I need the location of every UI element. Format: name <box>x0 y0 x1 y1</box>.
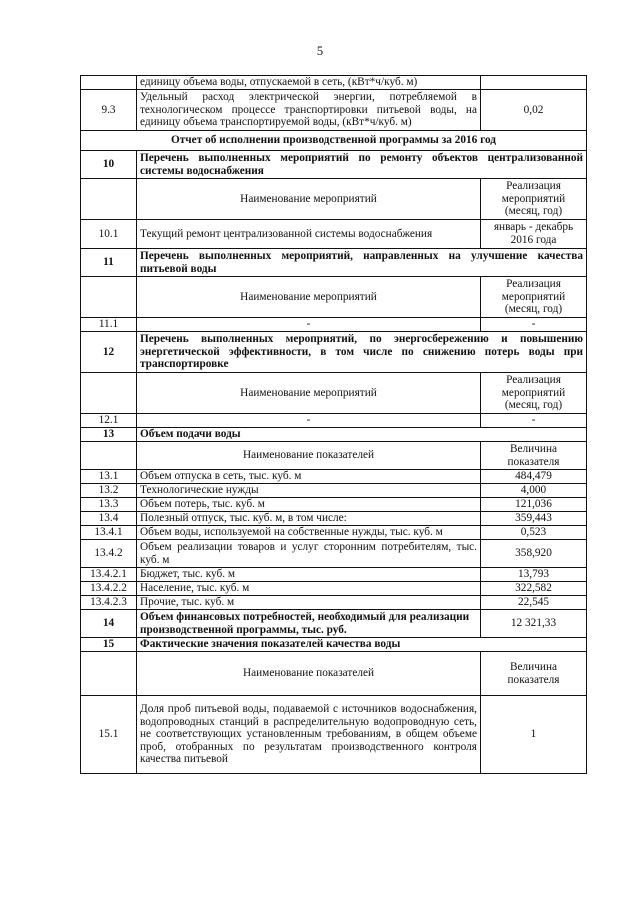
section-title: Перечень выполненных мероприятий, по энергосбережению и повышению энергетической эффективности, в том числе по снижению потерь воды при транспортировке <box>137 332 587 373</box>
row-text: Технологические нужды <box>137 484 481 498</box>
row-value: январь - декабрь 2016 года <box>481 220 587 249</box>
row-text: единицу объема воды, отпускаемой в сеть, (кВт*ч/куб. м) <box>137 76 481 90</box>
report-title: Отчет об исполнении производственной программы за 2016 год <box>81 131 587 151</box>
table-row <box>81 90 587 131</box>
table-row <box>81 484 587 498</box>
table-row <box>81 526 587 540</box>
row-text: Бюджет, тыс. куб. м <box>137 568 481 582</box>
section-row <box>81 332 587 373</box>
row-number: 11.1 <box>81 318 137 332</box>
table-row <box>81 220 587 249</box>
row-number: 13.4.2.1 <box>81 568 137 582</box>
row-value: 4,000 <box>481 484 587 498</box>
table-row <box>81 596 587 610</box>
row-value: 121,036 <box>481 498 587 512</box>
row-text: Объем отпуска в сеть, тыс. куб. м <box>137 470 481 484</box>
row-number: 13.4.2 <box>81 540 137 568</box>
row-value: 0,02 <box>481 90 587 131</box>
row-number: 13.4.1 <box>81 526 137 540</box>
table-row <box>81 696 587 774</box>
row-text: Полезный отпуск, тыс. куб. м, в том числе: <box>137 512 481 526</box>
section-row <box>81 638 587 652</box>
section-number: 10 <box>81 151 137 179</box>
row-text: Объем реализации товаров и услуг сторонним потребителям, тыс. куб. м <box>137 540 481 568</box>
section-number: 13 <box>81 428 137 442</box>
row-number: 9.3 <box>81 90 137 131</box>
page-number: 5 <box>316 44 324 58</box>
row-value: 359,443 <box>481 512 587 526</box>
header-name: Наименование показателей <box>137 442 481 470</box>
header-value: Реализация мероприятий (месяц, год) <box>481 373 587 414</box>
row-value: 484,479 <box>481 470 587 484</box>
header-row <box>81 373 587 414</box>
row-number: 13.4.2.2 <box>81 582 137 596</box>
table-row <box>81 498 587 512</box>
table-row <box>81 512 587 526</box>
row-text: Объем потерь, тыс. куб. м <box>137 498 481 512</box>
section-row <box>81 249 587 277</box>
row-number: 13.4.2.3 <box>81 596 137 610</box>
table-row <box>81 568 587 582</box>
section-number: 11 <box>81 249 137 277</box>
row-value: 1 <box>481 696 587 774</box>
table-row <box>81 582 587 596</box>
row-text: Удельный расход электрической энергии, потребляемой в технологическом процессе транспортировки питьевой воды, на единицу объема транспортируемой воды, (кВт*ч/куб. м) <box>137 90 481 131</box>
table-row <box>81 318 587 332</box>
section-title: Объем финансовых потребностей, необходимый для реализации производственной программы, тыс. руб. <box>137 610 481 638</box>
row-text: Доля проб питьевой воды, подаваемой с источников водоснабжения, водопроводных станций в распределительную водопроводную сеть, не соответствующих установленным требованиям, в общем объеме проб, отобранных по результатам производственного контроля качества питьевой <box>137 696 481 774</box>
row-value: 0,523 <box>481 526 587 540</box>
section-number: 15 <box>81 638 137 652</box>
report-title-row <box>81 131 587 151</box>
header-row <box>81 442 587 470</box>
header-row <box>81 652 587 696</box>
row-number: 13.1 <box>81 470 137 484</box>
section-title: Перечень выполненных мероприятий по ремонту объектов централизованной системы водоснабжения <box>137 151 587 179</box>
row-text: Объем воды, используемой на собственные нужды, тыс. куб. м <box>137 526 481 540</box>
row-text: - <box>137 318 481 332</box>
header-value: Реализация мероприятий (месяц, год) <box>481 277 587 318</box>
row-text: - <box>137 414 481 428</box>
section-row <box>81 610 587 638</box>
header-value: Реализация мероприятий (месяц, год) <box>481 179 587 220</box>
row-text: Население, тыс. куб. м <box>137 582 481 596</box>
header-row <box>81 179 587 220</box>
section-title: Перечень выполненных мероприятий, направленных на улучшение качества питьевой воды <box>137 249 587 277</box>
header-name: Наименование мероприятий <box>137 277 481 318</box>
row-value: 22,545 <box>481 596 587 610</box>
row-value: 358,920 <box>481 540 587 568</box>
row-text: Текущий ремонт централизованной системы водоснабжения <box>137 220 481 249</box>
section-row <box>81 151 587 179</box>
section-number: 12 <box>81 332 137 373</box>
table-row <box>81 470 587 484</box>
section-title: Фактические значения показателей качества воды <box>137 638 587 652</box>
row-number: 13.2 <box>81 484 137 498</box>
row-number: 15.1 <box>81 696 137 774</box>
header-value: Величина показателя <box>481 652 587 696</box>
section-number: 14 <box>81 610 137 638</box>
row-value: 13,793 <box>481 568 587 582</box>
row-value: - <box>481 318 587 332</box>
header-name: Наименование мероприятий <box>137 179 481 220</box>
section-title: Объем подачи воды <box>137 428 587 442</box>
row-number: 10.1 <box>81 220 137 249</box>
row-number: 13.4 <box>81 512 137 526</box>
header-name: Наименование показателей <box>137 652 481 696</box>
header-name: Наименование мероприятий <box>137 373 481 414</box>
row-value: 322,582 <box>481 582 587 596</box>
section-value: 12 321,33 <box>481 610 587 638</box>
table-row <box>81 76 587 90</box>
table-row <box>81 414 587 428</box>
row-number <box>81 76 137 90</box>
row-number: 13.3 <box>81 498 137 512</box>
table-row <box>81 540 587 568</box>
header-value: Величина показателя <box>481 442 587 470</box>
production-program-table <box>80 75 587 774</box>
row-value: - <box>481 414 587 428</box>
row-text: Прочие, тыс. куб. м <box>137 596 481 610</box>
header-row <box>81 277 587 318</box>
section-row <box>81 428 587 442</box>
row-value <box>481 76 587 90</box>
row-number: 12.1 <box>81 414 137 428</box>
